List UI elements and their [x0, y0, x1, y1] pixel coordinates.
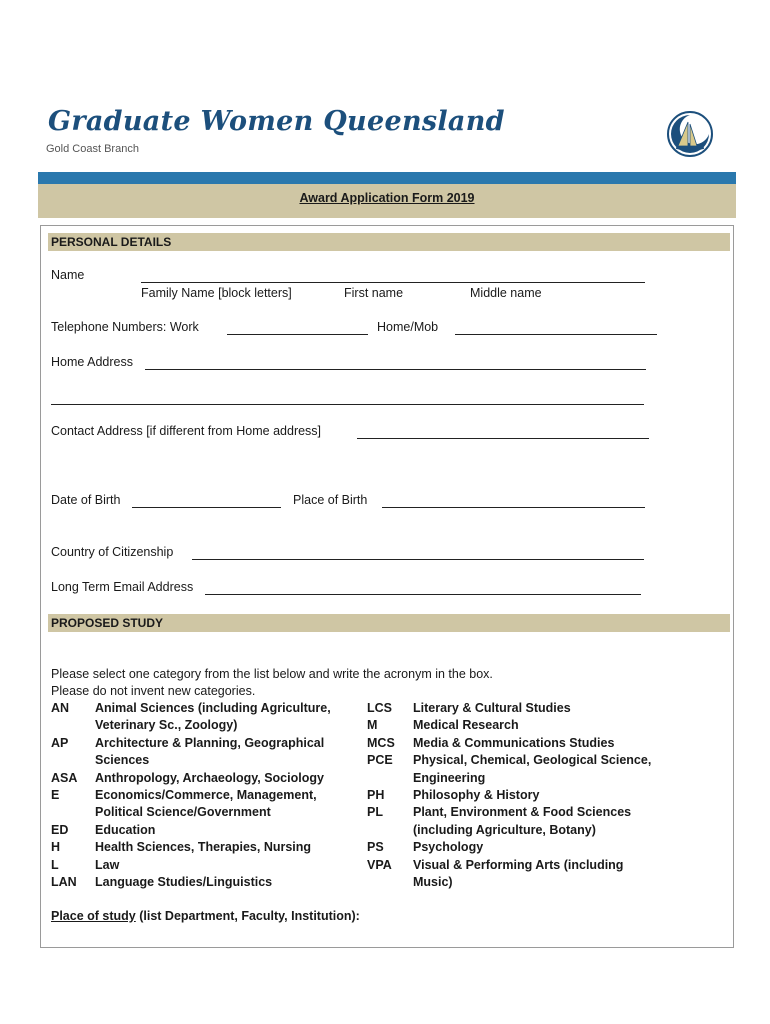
contact-address-input-line[interactable] [357, 426, 649, 439]
right-category-code: PL [367, 805, 383, 820]
name-label: Name [51, 268, 85, 282]
place-of-study-underlined: Place of study [51, 909, 136, 923]
right-category-description: Engineering [413, 770, 486, 785]
left-category-code: AP [51, 735, 69, 750]
first-name-caption: First name [344, 286, 404, 300]
home-address-label: Home Address [51, 355, 133, 369]
left-category-description: Animal Sciences (including Agriculture, [95, 701, 331, 715]
email-input-line[interactable] [205, 582, 641, 595]
right-category-code: LCS [367, 701, 392, 715]
right-category-description: Music) [413, 875, 453, 889]
org-name: Graduate Women Queensland [48, 106, 505, 137]
header-accent-bar [38, 172, 736, 184]
left-category-description: Language Studies/Linguistics [95, 875, 273, 889]
dob-input-line[interactable] [132, 495, 281, 508]
home-address-input-line-2[interactable] [51, 392, 644, 405]
form-title: Award Application Form 2019 [299, 191, 475, 205]
name-input-line[interactable] [141, 270, 645, 283]
branch-name: Gold Coast Branch [46, 143, 139, 155]
right-category-description: (including Agriculture, Botany) [413, 822, 596, 837]
right-category-description: Literary & Cultural Studies [413, 701, 571, 715]
home-mob-label: Home/Mob [377, 320, 439, 334]
right-category-description: Visual & Performing Arts (including [413, 857, 624, 872]
place-of-study-label [51, 909, 360, 923]
left-category-description: Economics/Commerce, Management, [95, 788, 317, 802]
crescent-sail-emblem-icon [666, 110, 714, 158]
middle-name-caption: Middle name [470, 286, 542, 300]
right-category-description: Psychology [413, 840, 484, 855]
right-category-description: Philosophy & History [413, 788, 540, 802]
left-category-description: Education [95, 822, 156, 837]
place-of-birth-label: Place of Birth [293, 493, 368, 507]
place-of-birth-input-line[interactable] [382, 495, 645, 508]
study-instruction-2: Please do not invent new categories. [51, 684, 256, 698]
dob-label: Date of Birth [51, 493, 121, 507]
family-name-caption: Family Name [block letters] [141, 286, 292, 300]
left-category-description: Architecture & Planning, Geographical [95, 735, 325, 750]
work-phone-input-line[interactable] [227, 322, 368, 335]
citizenship-input-line[interactable] [192, 547, 644, 560]
left-category-code: E [51, 788, 60, 802]
left-category-description: Veterinary Sc., Zoology) [95, 718, 238, 733]
left-category-code: ASA [51, 770, 78, 785]
email-label: Long Term Email Address [51, 580, 194, 594]
title-band [38, 184, 736, 218]
left-category-description: Sciences [95, 753, 150, 768]
personal-details-heading: PERSONAL DETAILS [48, 233, 730, 251]
left-category-code: LAN [51, 875, 77, 889]
left-category-description: Anthropology, Archaeology, Sociology [95, 770, 324, 785]
left-category-code: H [51, 840, 61, 855]
right-category-description: Physical, Chemical, Geological Science, [413, 753, 652, 768]
left-category-description: Political Science/Government [95, 805, 271, 820]
place-of-study-suffix: (list Department, Faculty, Institution): [135, 909, 360, 923]
right-category-code: PS [367, 840, 384, 855]
citizenship-label: Country of Citizenship [51, 545, 174, 559]
left-category-description: Law [95, 857, 120, 872]
right-category-code: MCS [367, 735, 395, 750]
right-category-description: Medical Research [413, 718, 519, 733]
telephone-work-label: Telephone Numbers: Work [51, 320, 199, 334]
left-category-description: Health Sciences, Therapies, Nursing [95, 840, 312, 855]
study-instruction-1: Please select one category from the list below and write the acronym in the box. [51, 667, 493, 681]
proposed-study-heading: PROPOSED STUDY [48, 614, 730, 632]
right-category-code: PH [367, 788, 385, 802]
right-category-code: PCE [367, 753, 393, 768]
right-category-description: Media & Communications Studies [413, 735, 615, 750]
left-category-code: L [51, 857, 59, 872]
home-address-input-line[interactable] [145, 357, 646, 370]
home-mob-input-line[interactable] [455, 322, 657, 335]
right-category-code: VPA [367, 857, 392, 872]
left-category-code: ED [51, 822, 69, 837]
contact-address-label: Contact Address [if different from Home address] [51, 424, 322, 438]
left-category-code: AN [51, 701, 70, 715]
right-category-code: M [367, 718, 378, 733]
right-category-description: Plant, Environment & Food Sciences [413, 805, 632, 820]
